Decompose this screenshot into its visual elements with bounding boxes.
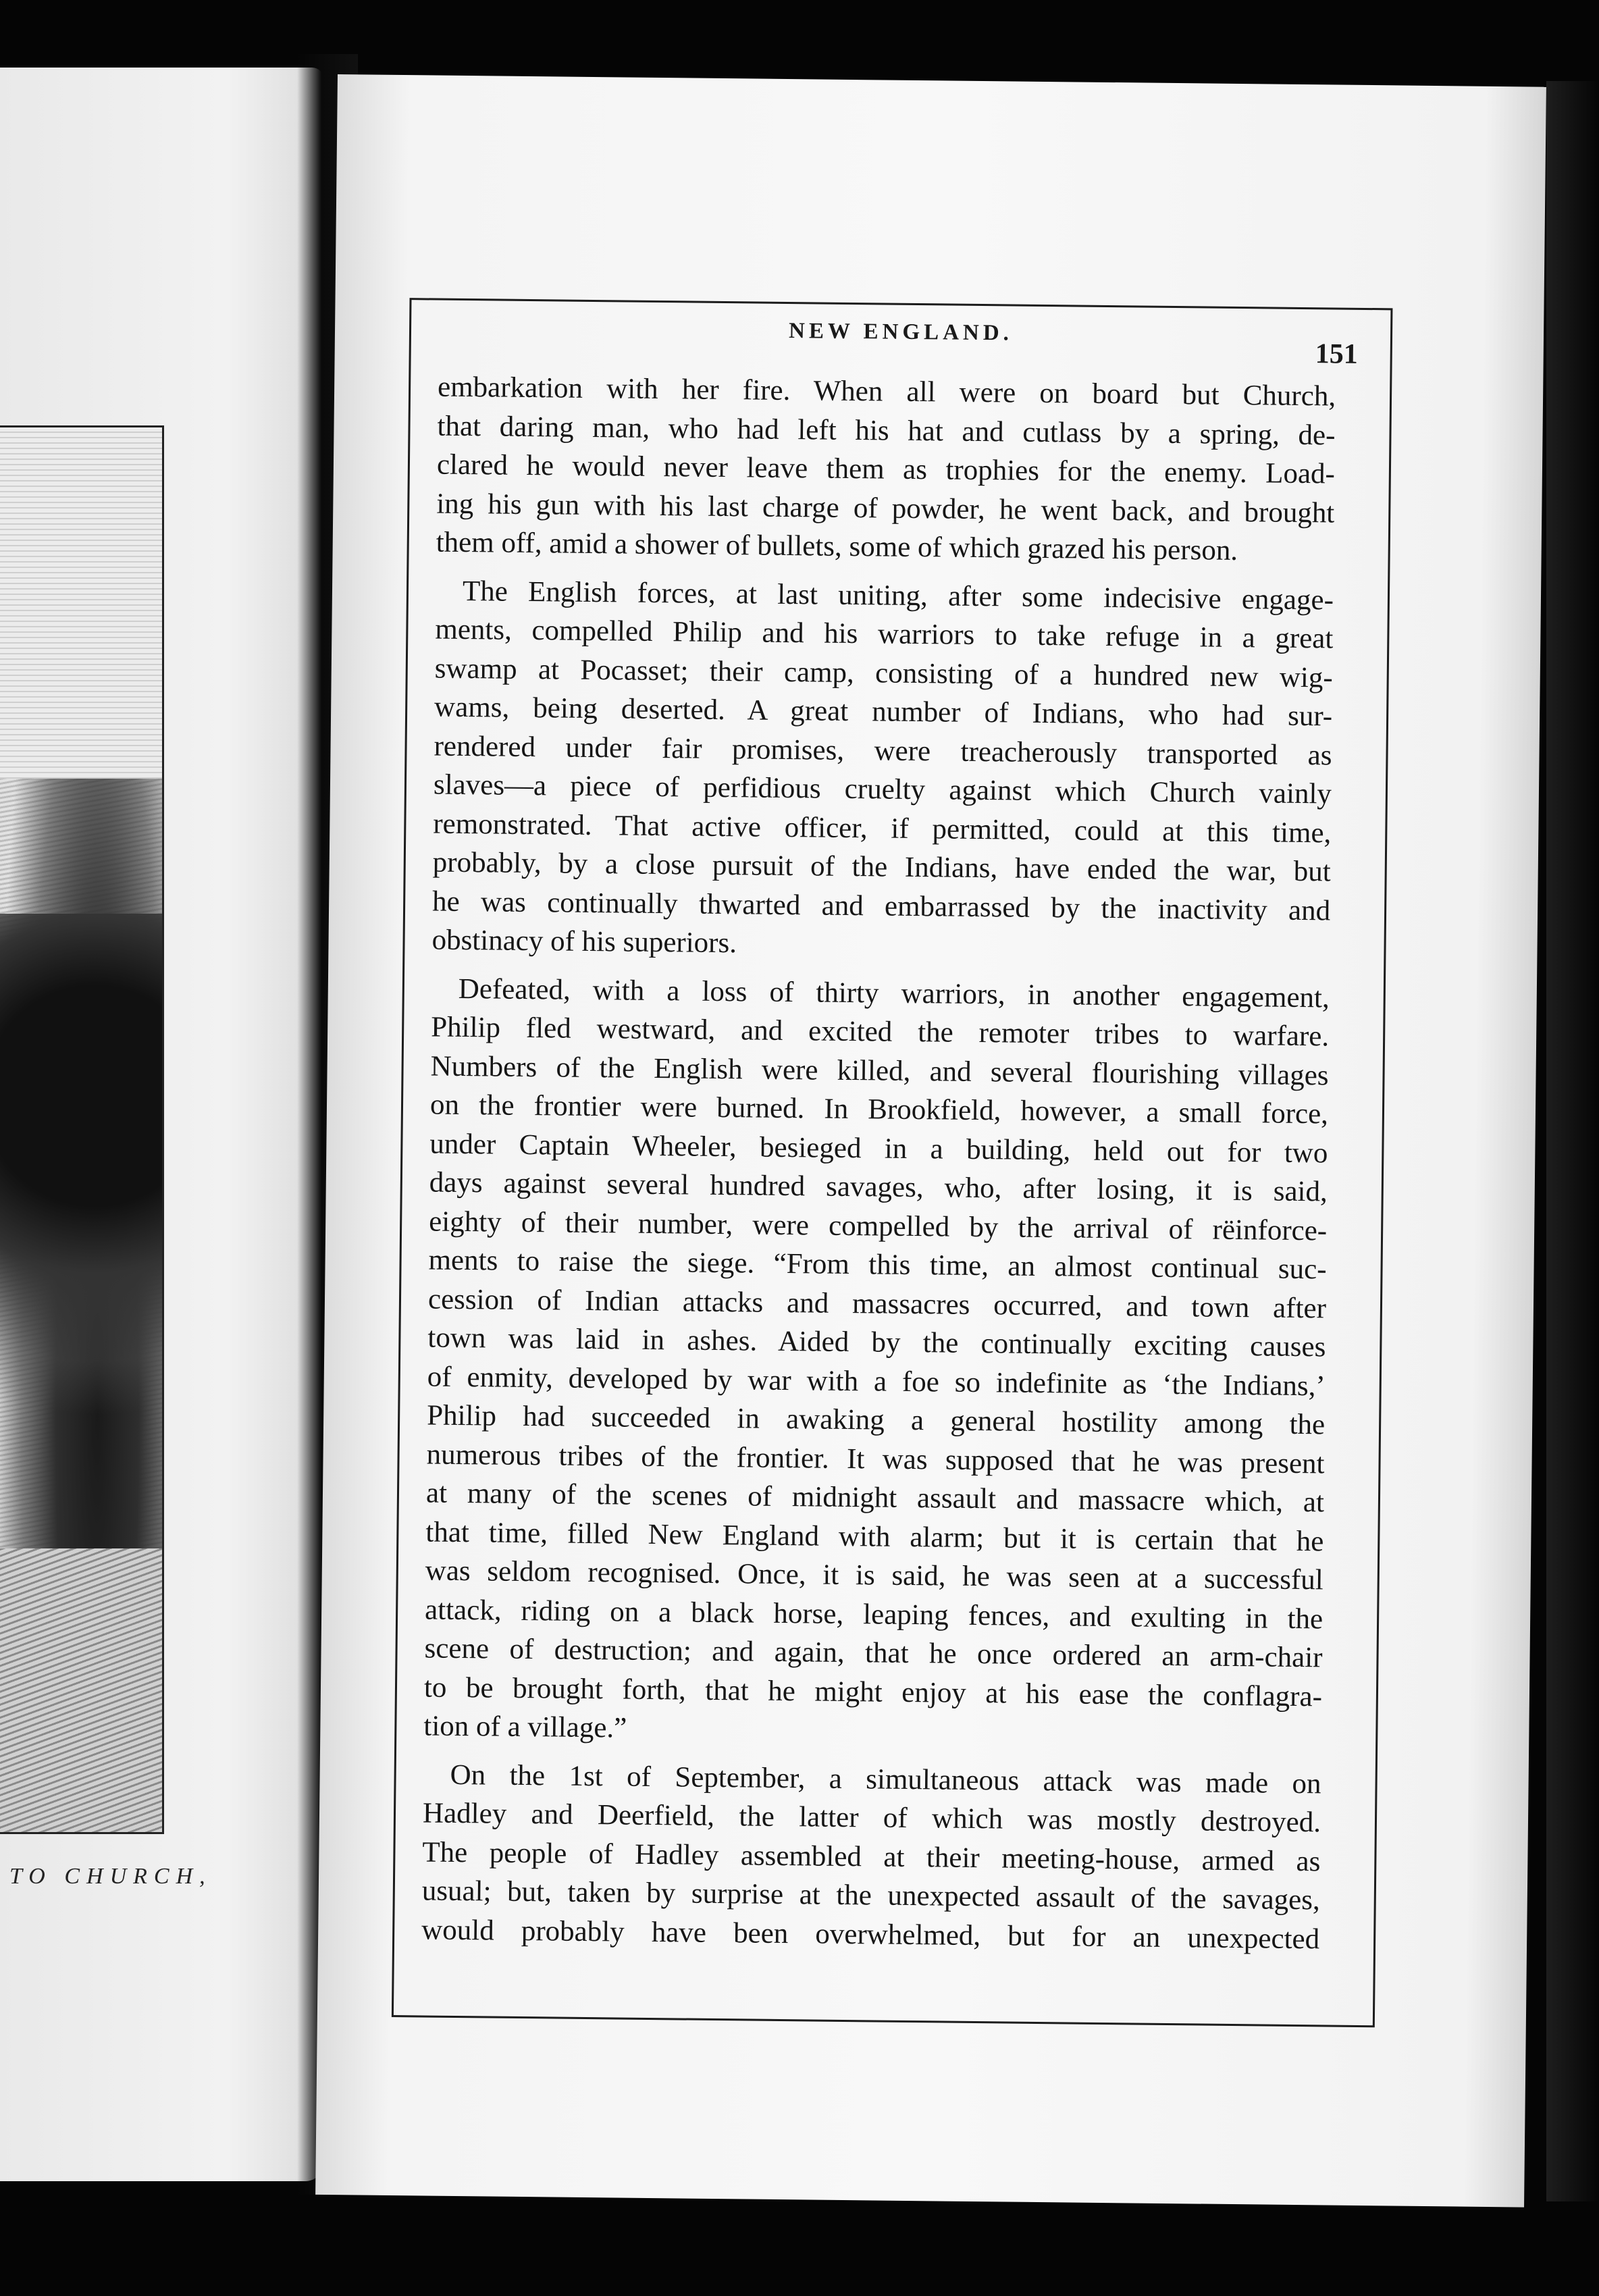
- illustration-caption: TO CHURCH,: [9, 1864, 212, 1889]
- text-line: clared he would never leave them as trophies for the enemy. Load-: [436, 448, 1336, 490]
- running-head: NEW ENGLAND.: [788, 319, 1014, 346]
- paragraph: [421, 1755, 1321, 1958]
- text-line: embarkation with her fire. When all were on board but Church,: [437, 371, 1336, 413]
- text-line: Defeated, with a loss of thirty warriors, in another engagement,: [458, 972, 1330, 1014]
- text-line: The English forces, at last uniting, after some indecisive engage-: [462, 575, 1334, 616]
- engraving-foliage: [0, 914, 164, 1521]
- text-line: rendered under fair promises, were treacherously transported as: [434, 730, 1332, 771]
- text-line: attack, riding on a black horse, leaping fences, and exulting in the: [424, 1593, 1323, 1635]
- paragraph: [436, 368, 1336, 571]
- text-line: town was laid in ashes. Aided by the continually exciting causes: [427, 1322, 1326, 1363]
- text-line: remonstrated. That active officer, if permitted, could at this time,: [433, 808, 1332, 849]
- text-line: under Captain Wheeler, besieged in a building, held out for two: [429, 1128, 1328, 1169]
- text-line: that time, filled New England with alarm; but it is certain that he: [425, 1515, 1324, 1557]
- text-line: ments, compelled Philip and his warriors to take refuge in a great: [435, 613, 1334, 655]
- text-line: was seldom recognised. Once, it is said, he was seen at a successful: [425, 1555, 1323, 1596]
- text-line: swamp at Pocasset; their camp, consisting of a hundred new wig-: [434, 652, 1333, 694]
- text-frame: [392, 298, 1393, 2027]
- text-line: of enmity, developed by war with a foe so indefinite as ‘the Indians,’: [427, 1360, 1326, 1402]
- left-page: [0, 68, 324, 2181]
- engraving-illustration: [0, 425, 164, 1834]
- text-line: Philip had succeeded in awaking a general hostility among the: [426, 1399, 1326, 1441]
- text-line: eighty of their number, were compelled by the arrival of rëinforce-: [428, 1205, 1328, 1247]
- text-line: On the 1st of September, a simultaneous attack was made on: [450, 1758, 1321, 1800]
- text-line: The people of Hadley assembled at their meeting-house, armed as: [422, 1835, 1321, 1877]
- text-line: ing his gun with his last charge of powder, he went back, and brought: [436, 488, 1335, 529]
- engraving-sky: [0, 427, 162, 779]
- page-edge-shadow: [1546, 81, 1599, 2201]
- text-line: numerous tribes of the frontier. It was supposed that he was present: [426, 1438, 1325, 1480]
- text-line: he was continually thwarted and embarrassed by the inactivity and: [431, 885, 1331, 927]
- text-line: at many of the scenes of midnight assault and massacre which, at: [425, 1477, 1325, 1519]
- paragraph: [431, 571, 1334, 969]
- text-line: probably, by a close pursuit of the Indians, have ended the war, but: [432, 846, 1331, 888]
- text-line: tion of a village.”: [423, 1710, 627, 1744]
- body-text: [421, 368, 1336, 1959]
- text-line: slaves—a piece of perfidious cruelty against which Church vainly: [433, 768, 1332, 810]
- text-line: days against several hundred savages, who, after losing, it is said,: [429, 1166, 1328, 1208]
- paragraph: [423, 969, 1330, 1755]
- text-line: would probably have been overwhelmed, but for an unexpected: [421, 1913, 1320, 1955]
- text-line: Philip fled westward, and excited the remoter tribes to warfare.: [430, 1011, 1330, 1053]
- text-line: Hadley and Deerfield, the latter of which was mostly destroyed.: [422, 1797, 1321, 1839]
- right-page: [315, 74, 1546, 2208]
- text-line: wams, being deserted. A great number of Indians, who had sur-: [434, 691, 1333, 733]
- engraving-ground: [0, 1548, 162, 1832]
- text-line: Numbers of the English were killed, and several flourishing villages: [430, 1050, 1329, 1091]
- text-line: ments to raise the siege. “From this time, an almost continual suc-: [428, 1244, 1327, 1286]
- text-line: them off, amid a shower of bullets, some of which grazed his person.: [436, 526, 1238, 567]
- text-line: usual; but, taken by surprise at the unexpected assault of the savages,: [421, 1875, 1321, 1916]
- text-line: to be brought forth, that he might enjoy at his ease the conflagra-: [423, 1671, 1323, 1713]
- text-line: obstinacy of his superiors.: [431, 924, 737, 960]
- text-line: that daring man, who had left his hat and cutlass by a spring, de-: [437, 410, 1336, 451]
- page-number: 151: [1315, 338, 1358, 370]
- text-line: cession of Indian attacks and massacres occurred, and town after: [427, 1283, 1327, 1324]
- text-line: on the frontier were burned. In Brookfield, however, a small force,: [429, 1089, 1329, 1130]
- text-line: scene of destruction; and again, that he once ordered an arm-chair: [424, 1632, 1323, 1674]
